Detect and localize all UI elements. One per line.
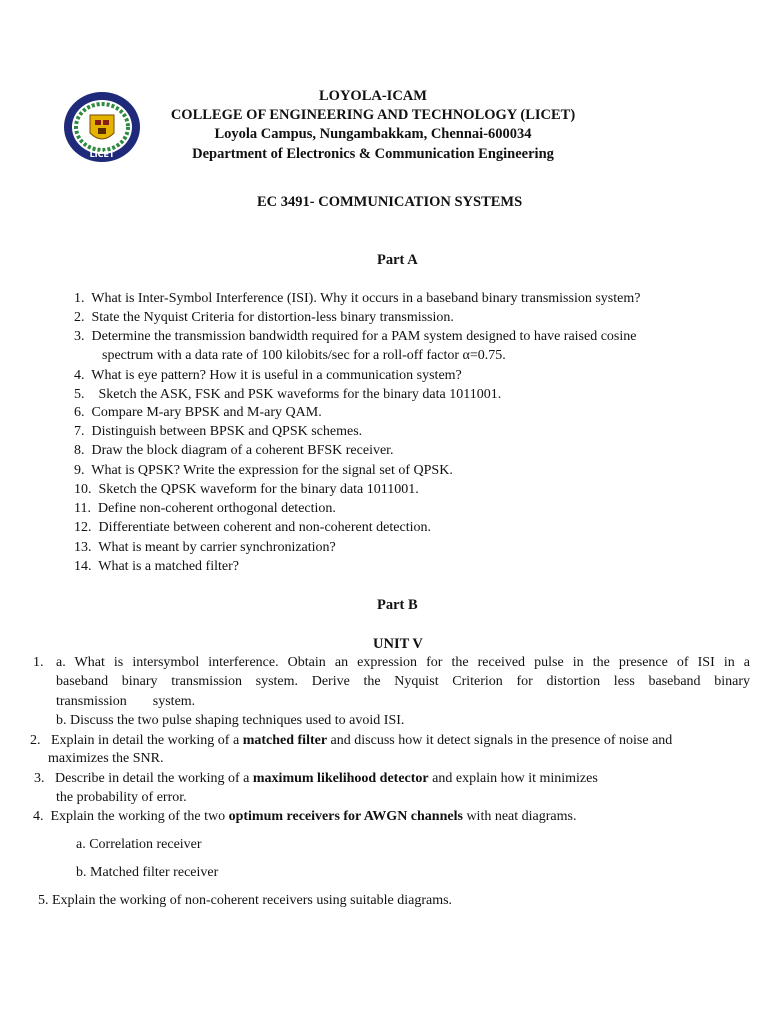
question-text: 3. Describe in detail the working of a maximum likelihood detector and explain how it minimizes [34, 771, 598, 786]
course-title: EC 3491- COMMUNICATION SYSTEMS [257, 194, 523, 210]
list-item: 9. What is QPSK? Write the expression for the signal set of QPSK. [74, 463, 453, 478]
list-item: 10. Sketch the QPSK waveform for the binary data 1011001. [74, 482, 419, 497]
sub-question: b. Matched filter receiver [76, 865, 219, 880]
question-text: 2. Explain in detail the working of a matched filter and discuss how it detect signals in the presence of noise and [30, 733, 673, 748]
question-text: 5. Explain the working of non-coherent receivers using suitable diagrams. [38, 893, 453, 908]
part-b-heading: Part B [377, 597, 418, 613]
list-item: 6. Compare M-ary BPSK and M-ary QAM. [74, 405, 322, 420]
department-name: Department of Electronics & Communication Engineering [192, 146, 554, 162]
list-item: 2. State the Nyquist Criteria for distortion-less binary transmission. [74, 310, 454, 325]
list-item: 7. Distinguish between BPSK and QPSK schemes. [74, 424, 363, 439]
sub-question: a. Correlation receiver [76, 837, 202, 852]
question-text: baseband binary transmission system. Derive the Nyquist Criterion for distortion less baseband binary [56, 674, 750, 689]
institution-name: LOYOLA-ICAM [319, 88, 427, 104]
part-a-heading: Part A [377, 252, 418, 268]
college-name: COLLEGE OF ENGINEERING AND TECHNOLOGY (LICET) [170, 107, 576, 123]
list-item: 12. Differentiate between coherent and non-coherent detection. [74, 520, 431, 535]
college-logo [62, 91, 142, 163]
question-number: 1. [33, 655, 44, 670]
list-item: 1. What is Inter-Symbol Interference (ISI). Why it occurs in a baseband binary transmission system? [74, 291, 641, 306]
list-item: 11. Define non-coherent orthogonal detection. [74, 501, 336, 516]
list-item: 4. What is eye pattern? How it is useful in a communication system? [74, 368, 462, 383]
question-text: a. What is intersymbol interference. Obtain an expression for the received pulse in the presence of ISI in a [56, 655, 750, 670]
list-item: 14. What is a matched filter? [74, 559, 239, 574]
list-item: 3. Determine the transmission bandwidth required for a PAM system designed to have raised cosine [74, 329, 637, 344]
list-item: 5. Sketch the ASK, FSK and PSK waveforms for the binary data 1011001. [74, 387, 502, 402]
question-text: 4. Explain the working of the two optimum receivers for AWGN channels with neat diagrams. [33, 809, 577, 824]
logo-label: LICET [89, 150, 115, 159]
college-address: Loyola Campus, Nungambakkam, Chennai-600034 [214, 126, 532, 142]
unit-heading: UNIT V [373, 636, 423, 652]
question-text: maximizes the SNR. [48, 751, 164, 766]
list-item: 8. Draw the block diagram of a coherent BFSK receiver. [74, 443, 394, 458]
question-text: the probability of error. [56, 790, 187, 805]
question-text: transmission system. [56, 694, 196, 709]
list-item: 13. What is meant by carrier synchronization? [74, 540, 336, 555]
list-item-continuation: spectrum with a data rate of 100 kilobits/sec for a roll-off factor α=0.75. [102, 348, 506, 363]
question-text: b. Discuss the two pulse shaping techniques used to avoid ISI. [56, 713, 405, 728]
